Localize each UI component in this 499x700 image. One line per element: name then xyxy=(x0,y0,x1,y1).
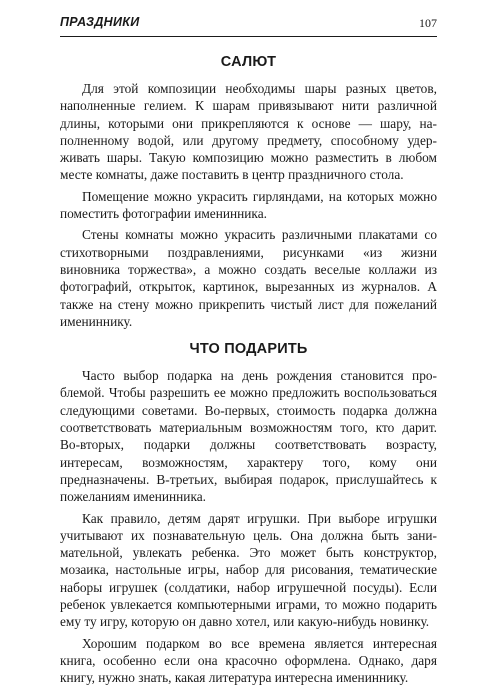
body-paragraph: Стены комнаты можно украсить различными плакатами со стихотворными поздравлениями, рисунками «из жизни виновника торжества», а можно создать веселые коллажи из фотографий, открыток, картинок, вырезанных из журналов. А также на стену можно прикрепить чистый лист для пожеланий имениннику. xyxy=(60,227,437,329)
page-number: 107 xyxy=(419,16,437,30)
body-paragraph: Как правило, детям дарят игрушки. При выборе игрушки учитывают их познавательную цель. Она должна быть занимательной, увлекать ребенка. Это может быть конструктор, мозаика, настольные игры, набор для рисования, тематические наборы игрушек (солдатики, набор игрушечной посуды). Если ребенок увлекается компьютерными играми, то можно подарить ему ту игру, которую он давно хотел, или какую-нибудь новинку. xyxy=(60,510,437,630)
body-paragraph: Помещение можно украсить гирляндами, на которых можно поместить фотографии именинника. xyxy=(60,188,437,222)
body-paragraph: Хорошим подарком во все времена является интересная книга, особенно если она красочно оформлена. Однако, даря книгу, нужно знать, какая литература интересна имениннику. xyxy=(60,635,437,686)
running-header-title: ПРАЗДНИКИ xyxy=(60,15,140,29)
section-heading-salute: САЛЮТ xyxy=(220,54,277,70)
section-heading-gift: ЧТО ПОДАРИТЬ xyxy=(189,341,308,358)
running-header xyxy=(60,14,437,37)
body-paragraph: Часто выбор подарка на день рождения становится проблемой. Чтобы разрешить ее можно предложить воспользоваться следующими советами. Во-первых, стоимость подарка должна соответствовать материальным возможностям того, кто дарит. Во-вторых, подарки должны соответствовать возрасту, интересам, возможностям, характеру того, кому они предназначены. В-третьих, выбирая подарок, прислушайтесь к пожеланиям именинника. xyxy=(60,368,437,505)
body-paragraph: Для этой композиции необходимы шары разных цветов, наполненные гелием. К шарам привязывают нити различной длины, которыми они прикрепляются к основе — шару, наполненному водой, или другому предмету, способному удерживать шары. Такую композицию можно разместить в любом месте комнаты, даже поставить в центр праздничного стола. xyxy=(60,81,437,183)
book-page xyxy=(60,14,437,691)
